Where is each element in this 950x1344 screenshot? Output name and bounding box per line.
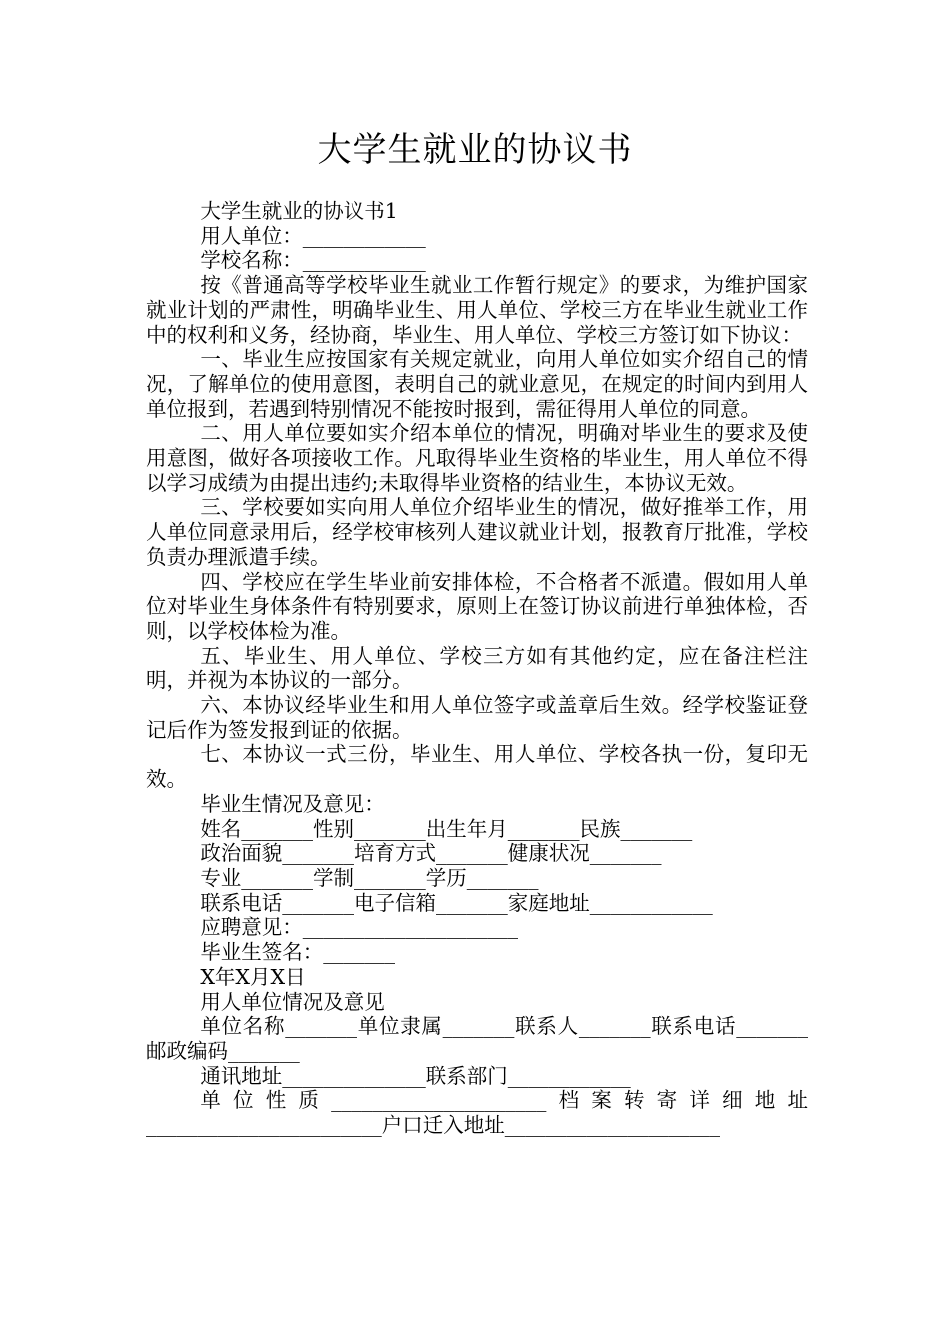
clause-6: 六、本协议经毕业生和用人单位签字或盖章后生效。经学校鉴证登记后作为签发报到证的依据。 bbox=[146, 693, 808, 742]
application-opinion-field: 应聘意见：_____________________ bbox=[200, 915, 519, 940]
graduate-section-heading: 毕业生情况及意见： bbox=[200, 791, 385, 816]
document-title: 大学生就业的协议书 bbox=[317, 130, 633, 170]
graduate-fields-line-4: 联系电话_______电子信箱_______家庭地址____________ bbox=[200, 890, 713, 915]
school-field: 学校名称：____________ bbox=[200, 248, 426, 273]
employer-field: 用人单位：____________ bbox=[200, 223, 426, 248]
employer-section-heading: 用人单位情况及意见 bbox=[200, 989, 385, 1014]
employer-fields-line-1: 单位名称_______单位隶属_______联系人_______联系电话_______邮政编码_______ bbox=[146, 1014, 808, 1063]
date-line: X年X月X日 bbox=[200, 964, 306, 989]
subtitle: 大学生就业的协议书1 bbox=[200, 199, 398, 223]
clause-5: 五、毕业生、用人单位、学校三方如有其他约定，应在备注栏注明，并视为本协议的一部分。 bbox=[146, 643, 808, 693]
clause-1: 一、毕业生应按国家有关规定就业，向用人单位如实介绍自己的情况，了解单位的使用意图，表明自己的就业意见，在规定的时间内到用人单位报到，若遇到特别情况不能按时报到，需征得用人单位的同意。 bbox=[146, 347, 808, 421]
graduate-fields-line-3: 专业_______学制_______学历_______ bbox=[200, 865, 539, 890]
graduate-signature-field: 毕业生签名：_______ bbox=[200, 940, 396, 965]
intro-paragraph: 按《普通高等学校毕业生就业工作暂行规定》的要求，为维护国家就业计划的严肃性，明确毕业生、用人单位、学校三方在毕业生就业工作中的权利和义务，经协商，毕业生、用人单位、学校三方签订如下协议： bbox=[146, 273, 808, 347]
clause-3: 三、学校要如实向用人单位介绍毕业生的情况，做好推举工作，用人单位同意录用后，经学校审核列人建议就业计划，报教育厅批准，学校负责办理派遣手续。 bbox=[146, 495, 808, 569]
graduate-fields-line-1: 姓名_______性别_______出生年月_______民族_______ bbox=[200, 816, 693, 841]
clause-2: 二、用人单位要如实介绍本单位的情况，明确对毕业生的要求及使用意图，做好各项接收工作。凡取得毕业生资格的毕业生，用人单位不得以学习成绩为由提出违约;未取得毕业资格的结业生，本协议无效。 bbox=[146, 421, 808, 495]
clause-4: 四、学校应在学生毕业前安排体检，不合格者不派遣。假如用人单位对毕业生身体条件有特别要求，原则上在签订协议前进行单独体检，否则，以学校体检为准。 bbox=[146, 569, 808, 643]
employer-fields-line-3: 单位性质_____________________档案转寄详细地址_______________________户口迁入地址_____________________ bbox=[146, 1088, 808, 1138]
document-body bbox=[146, 199, 808, 1138]
employer-fields-line-2: 通讯地址______________联系部门____________ bbox=[200, 1063, 631, 1088]
clause-7: 七、本协议一式三份，毕业生、用人单位、学校各执一份，复印无效。 bbox=[146, 742, 808, 792]
graduate-fields-line-2: 政治面貌_______培育方式_______健康状况_______ bbox=[200, 841, 662, 866]
